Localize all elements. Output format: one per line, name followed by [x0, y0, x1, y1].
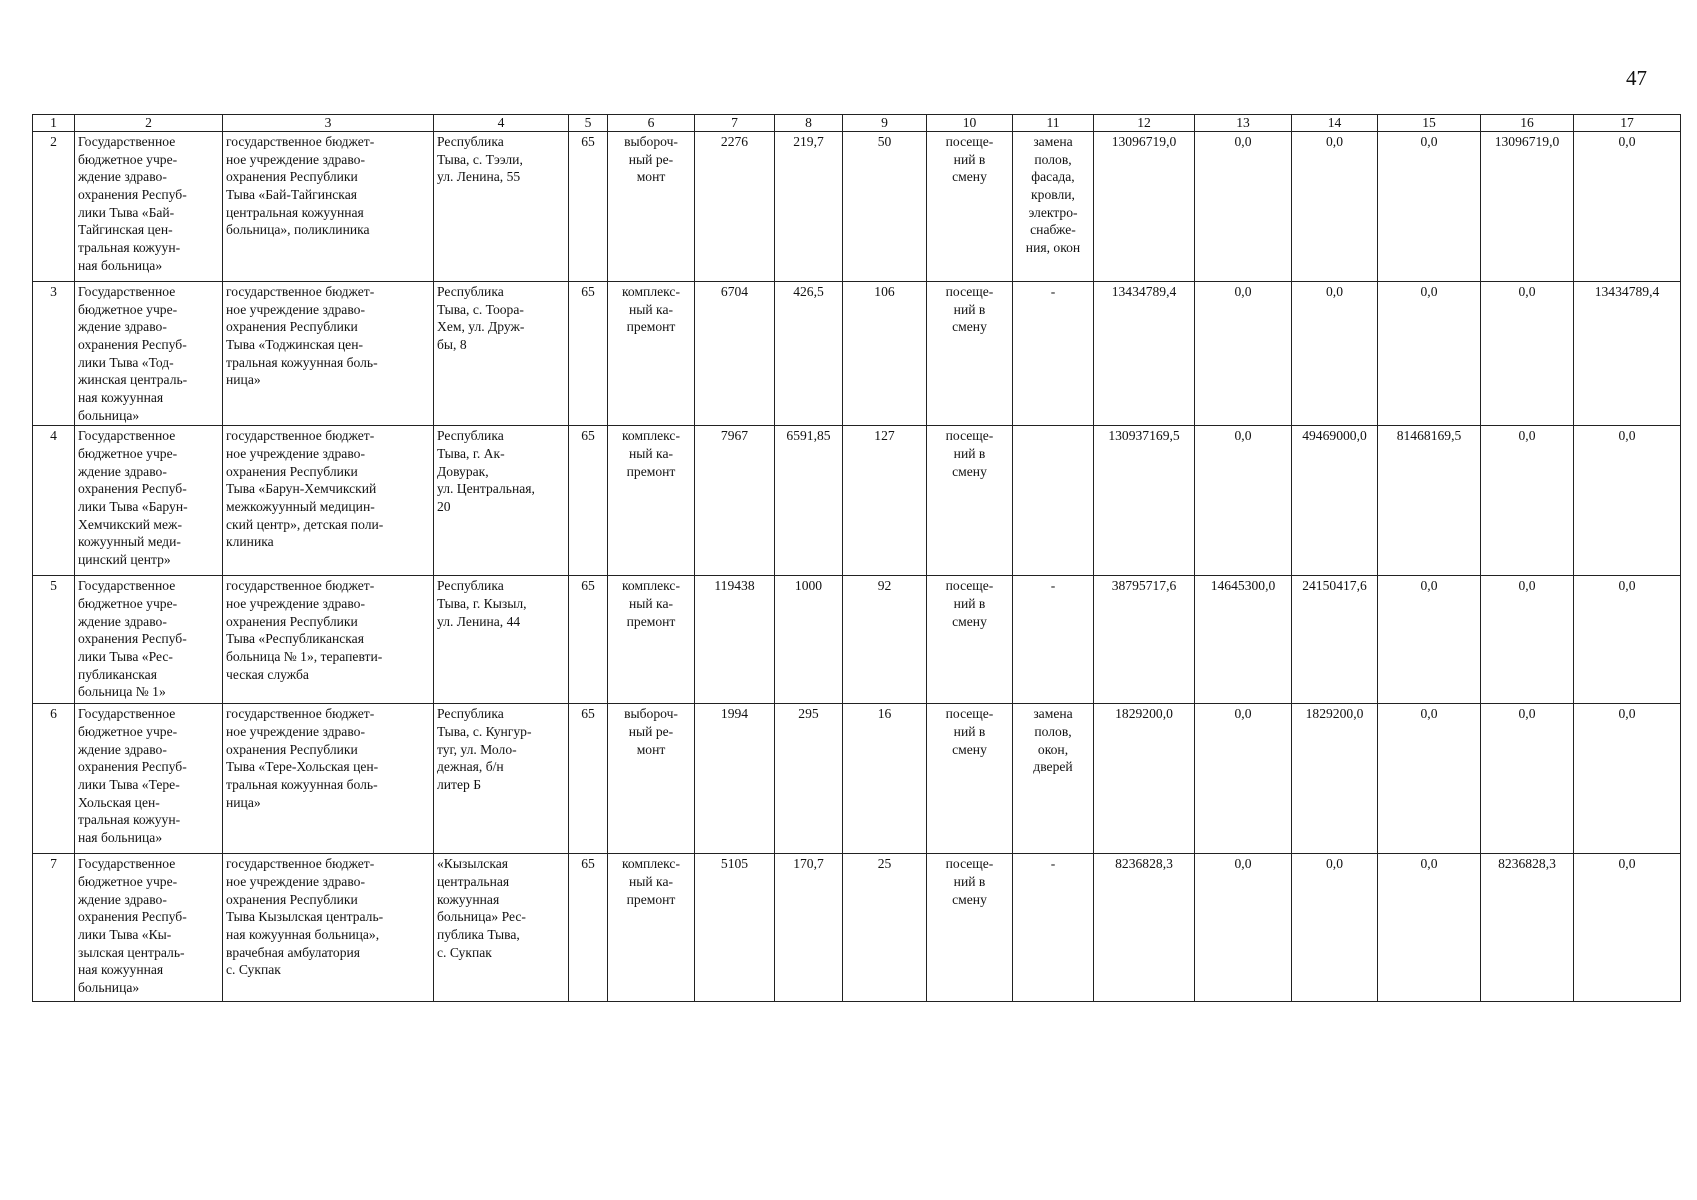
works-cell: замена полов, окон, дверей: [1013, 704, 1094, 854]
value-cell: 7967: [695, 426, 775, 576]
amount-cell: 0,0: [1195, 132, 1292, 282]
amount-total: 38795717,6: [1094, 576, 1195, 704]
value-cell: 2276: [695, 132, 775, 282]
value-cell: 426,5: [775, 282, 843, 426]
capacity-cell: 25: [843, 854, 927, 1002]
work-type: выбороч- ный ре- монт: [608, 132, 695, 282]
amount-cell: 0,0: [1378, 576, 1481, 704]
amount-cell: 49469000,0: [1292, 426, 1378, 576]
code-cell: 65: [569, 282, 608, 426]
column-number: 5: [569, 115, 608, 132]
work-type: комплекс- ный ка- премонт: [608, 282, 695, 426]
works-cell: -: [1013, 854, 1094, 1002]
amount-cell: 0,0: [1378, 704, 1481, 854]
amount-cell: 0,0: [1195, 704, 1292, 854]
amount-cell: 0,0: [1574, 426, 1681, 576]
table-row: [33, 426, 1681, 576]
unit-cell: посеще- ний в смену: [927, 854, 1013, 1002]
amount-cell: 0,0: [1378, 132, 1481, 282]
column-number: 14: [1292, 115, 1378, 132]
amount-cell: 0,0: [1378, 854, 1481, 1002]
capacity-cell: 50: [843, 132, 927, 282]
amount-cell: 1829200,0: [1292, 704, 1378, 854]
amount-cell: 0,0: [1481, 704, 1574, 854]
page-number: 47: [1626, 66, 1647, 90]
column-number: 16: [1481, 115, 1574, 132]
code-cell: 65: [569, 426, 608, 576]
amount-cell: 0,0: [1378, 282, 1481, 426]
value-cell: 219,7: [775, 132, 843, 282]
table-row: [33, 576, 1681, 704]
work-type: комплекс- ный ка- премонт: [608, 426, 695, 576]
value-cell: 170,7: [775, 854, 843, 1002]
amount-cell: 0,0: [1195, 426, 1292, 576]
amount-cell: 0,0: [1574, 132, 1681, 282]
table-row: [33, 132, 1681, 282]
row-number: 6: [33, 704, 75, 854]
facility-name: государственное бюджет- ное учреждение здраво- охранения Республики Тыва «Республиканская больница № 1», терапевти- ческая служба: [223, 576, 434, 704]
unit-cell: посеще- ний в смену: [927, 576, 1013, 704]
amount-cell: 0,0: [1292, 282, 1378, 426]
row-number: 3: [33, 282, 75, 426]
column-number: 11: [1013, 115, 1094, 132]
address: Республика Тыва, г. Кызыл, ул. Ленина, 44: [434, 576, 569, 704]
column-number: 6: [608, 115, 695, 132]
institution-name: Государственное бюджетное учре- ждение здраво- охранения Респуб- лики Тыва «Бай- Тайгинская цен- тральная кожуун- ная больница»: [75, 132, 223, 282]
column-number: 10: [927, 115, 1013, 132]
value-cell: 6591,85: [775, 426, 843, 576]
institution-name: Государственное бюджетное учре- ждение здраво- охранения Респуб- лики Тыва «Тере- Хольская цен- тральная кожуун- ная больница»: [75, 704, 223, 854]
column-number: 17: [1574, 115, 1681, 132]
amount-total: 13096719,0: [1094, 132, 1195, 282]
amount-cell: 0,0: [1574, 576, 1681, 704]
facilities-table: [32, 114, 1681, 1002]
facility-name: государственное бюджет- ное учреждение здраво- охранения Республики Тыва Кызылская централь- ная кожуунная больница», врачебная амбулатория с. Сукпак: [223, 854, 434, 1002]
address: Республика Тыва, с. Тоора- Хем, ул. Друж- бы, 8: [434, 282, 569, 426]
address: Республика Тыва, г. Ак- Довурак, ул. Центральная, 20: [434, 426, 569, 576]
table-row: [33, 282, 1681, 426]
column-number: 7: [695, 115, 775, 132]
works-cell: [1013, 426, 1094, 576]
column-number: 4: [434, 115, 569, 132]
amount-cell: 0,0: [1574, 704, 1681, 854]
facility-name: государственное бюджет- ное учреждение здраво- охранения Республики Тыва «Барун-Хемчикский межкожуунный медицин- ский центр», детская поли- клиника: [223, 426, 434, 576]
value-cell: 6704: [695, 282, 775, 426]
amount-cell: 8236828,3: [1481, 854, 1574, 1002]
unit-cell: посеще- ний в смену: [927, 282, 1013, 426]
facility-name: государственное бюджет- ное учреждение здраво- охранения Республики Тыва «Тере-Хольская цен- тральная кожуунная боль- ница»: [223, 704, 434, 854]
amount-cell: 14645300,0: [1195, 576, 1292, 704]
code-cell: 65: [569, 854, 608, 1002]
value-cell: 5105: [695, 854, 775, 1002]
amount-cell: 13096719,0: [1481, 132, 1574, 282]
amount-cell: 0,0: [1481, 282, 1574, 426]
value-cell: 295: [775, 704, 843, 854]
unit-cell: посеще- ний в смену: [927, 426, 1013, 576]
capacity-cell: 127: [843, 426, 927, 576]
institution-name: Государственное бюджетное учре- ждение здраво- охранения Респуб- лики Тыва «Барун- Хемчикский меж- кожуунный меди- цинский центр»: [75, 426, 223, 576]
column-number: 3: [223, 115, 434, 132]
amount-cell: 81468169,5: [1378, 426, 1481, 576]
code-cell: 65: [569, 704, 608, 854]
amount-cell: 24150417,6: [1292, 576, 1378, 704]
code-cell: 65: [569, 576, 608, 704]
capacity-cell: 92: [843, 576, 927, 704]
column-number: 15: [1378, 115, 1481, 132]
amount-cell: 0,0: [1195, 854, 1292, 1002]
facility-name: государственное бюджет- ное учреждение здраво- охранения Республики Тыва «Бай-Тайгинская центральная кожуунная больница», поликлиника: [223, 132, 434, 282]
row-number: 4: [33, 426, 75, 576]
column-number: 13: [1195, 115, 1292, 132]
works-cell: замена полов, фасада, кровли, электро- снабже- ния, окон: [1013, 132, 1094, 282]
works-cell: -: [1013, 576, 1094, 704]
unit-cell: посеще- ний в смену: [927, 704, 1013, 854]
column-number: 12: [1094, 115, 1195, 132]
institution-name: Государственное бюджетное учре- ждение здраво- охранения Респуб- лики Тыва «Тод- жинская централь- ная кожуунная больница»: [75, 282, 223, 426]
amount-cell: 13434789,4: [1574, 282, 1681, 426]
column-number-row: [33, 115, 1681, 132]
amount-total: 1829200,0: [1094, 704, 1195, 854]
institution-name: Государственное бюджетное учре- ждение здраво- охранения Респуб- лики Тыва «Кы- зылская централь- ная кожуунная больница»: [75, 854, 223, 1002]
amount-total: 13434789,4: [1094, 282, 1195, 426]
address: Республика Тыва, с. Кунгур- туг, ул. Моло- дежная, б/н литер Б: [434, 704, 569, 854]
column-number: 2: [75, 115, 223, 132]
works-cell: -: [1013, 282, 1094, 426]
amount-cell: 0,0: [1195, 282, 1292, 426]
row-number: 7: [33, 854, 75, 1002]
row-number: 2: [33, 132, 75, 282]
work-type: выбороч- ный ре- монт: [608, 704, 695, 854]
row-number: 5: [33, 576, 75, 704]
amount-total: 130937169,5: [1094, 426, 1195, 576]
amount-cell: 0,0: [1574, 854, 1681, 1002]
address: «Кызылская центральная кожуунная больница» Рес- публика Тыва, с. Сукпак: [434, 854, 569, 1002]
work-type: комплекс- ный ка- премонт: [608, 576, 695, 704]
institution-name: Государственное бюджетное учре- ждение здраво- охранения Респуб- лики Тыва «Рес- публиканская больница № 1»: [75, 576, 223, 704]
amount-cell: 0,0: [1292, 132, 1378, 282]
column-number: 8: [775, 115, 843, 132]
value-cell: 1994: [695, 704, 775, 854]
table-row: [33, 854, 1681, 1002]
amount-cell: 0,0: [1292, 854, 1378, 1002]
amount-cell: 0,0: [1481, 576, 1574, 704]
unit-cell: посеще- ний в смену: [927, 132, 1013, 282]
amount-total: 8236828,3: [1094, 854, 1195, 1002]
value-cell: 119438: [695, 576, 775, 704]
address: Республика Тыва, с. Тээли, ул. Ленина, 55: [434, 132, 569, 282]
code-cell: 65: [569, 132, 608, 282]
column-number: 1: [33, 115, 75, 132]
capacity-cell: 16: [843, 704, 927, 854]
column-number: 9: [843, 115, 927, 132]
table-row: [33, 704, 1681, 854]
amount-cell: 0,0: [1481, 426, 1574, 576]
work-type: комплекс- ный ка- премонт: [608, 854, 695, 1002]
capacity-cell: 106: [843, 282, 927, 426]
value-cell: 1000: [775, 576, 843, 704]
facility-name: государственное бюджет- ное учреждение здраво- охранения Республики Тыва «Тоджинская цен- тральная кожуунная боль- ница»: [223, 282, 434, 426]
